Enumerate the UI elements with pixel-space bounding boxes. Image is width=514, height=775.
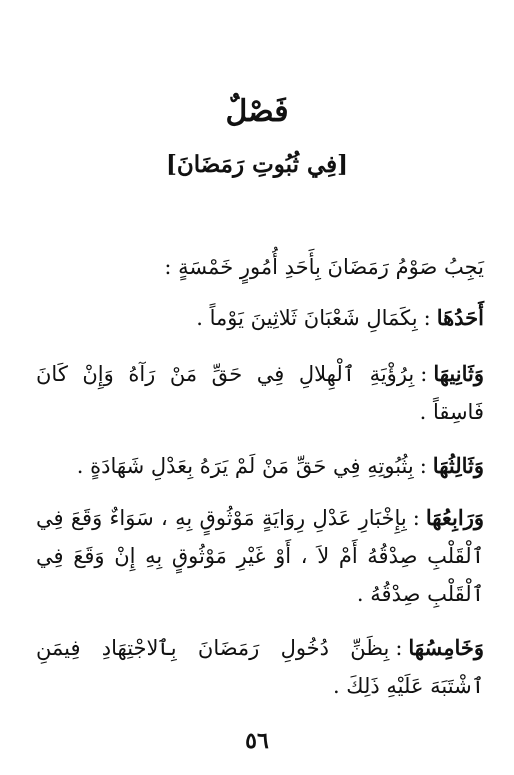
condition-fourth — [36, 499, 484, 613]
condition-first-text: بِكَمَالِ شَعْبَانَ ثَلاثِينَ يَوْماً . — [196, 306, 418, 330]
condition-third — [36, 447, 484, 485]
body-text — [36, 248, 484, 722]
condition-separator: : — [395, 636, 403, 660]
condition-second-lead: وَثَانِيهَا — [433, 361, 484, 386]
condition-second — [36, 355, 484, 431]
condition-fifth-lead: وَخَامِسُهَا — [408, 635, 484, 660]
condition-third-text: بِثُبُوتِهِ فِي حَقِّ مَنْ لَمْ يَرَهُ بِعَدْلِ شَهَادَةٍ . — [76, 454, 414, 478]
condition-separator: : — [423, 306, 431, 330]
condition-separator: : — [412, 506, 420, 530]
section-heading: فَصْلٌ — [225, 94, 289, 129]
section-subtitle: [فِي ثُبُوتِ رَمَضَانَ] — [165, 151, 349, 178]
condition-first-lead: أَحَدُهَا — [436, 305, 484, 330]
condition-separator: : — [420, 362, 428, 386]
condition-first — [36, 299, 484, 337]
condition-fourth-lead: وَرَابِعُهَا — [425, 505, 484, 530]
condition-third-lead: وَثَالِثُهَا — [432, 453, 484, 478]
condition-fifth-text: بِظَنِّ دُخُولِ رَمَضَانَ بِٱلاجْتِهَادِ فِيمَنِ ٱشْتَبَهَ عَلَيْهِ ذَلِكَ . — [36, 636, 484, 698]
condition-separator: : — [419, 454, 427, 478]
condition-fifth — [36, 629, 484, 705]
condition-fourth-text: بِإِخْبَارِ عَدْلِ رِوَايَةٍ مَوْثُوقٍ بِهِ ، سَوَاءٌ وَقَعَ فِي ٱلْقَلْبِ صِدْقُهُ أَمْ لاَ ، أَوْ غَيْرِ مَوْثُوقٍ بِهِ إِنْ وَقَعَ فِي ٱلْقَلْبِ صِدْقُهُ . — [36, 506, 484, 606]
intro-paragraph: يَجِبُ صَوْمُ رَمَضَانَ بِأَحَدِ أُمُورٍ خَمْسَةٍ : — [164, 255, 484, 279]
condition-second-text: بِرُؤْيَةِ ٱلْهِلالِ فِي حَقِّ مَنْ رَآهُ وَإِنْ كَانَ فَاسِقاً . — [36, 362, 484, 424]
page-number: ٥٦ — [245, 728, 269, 754]
